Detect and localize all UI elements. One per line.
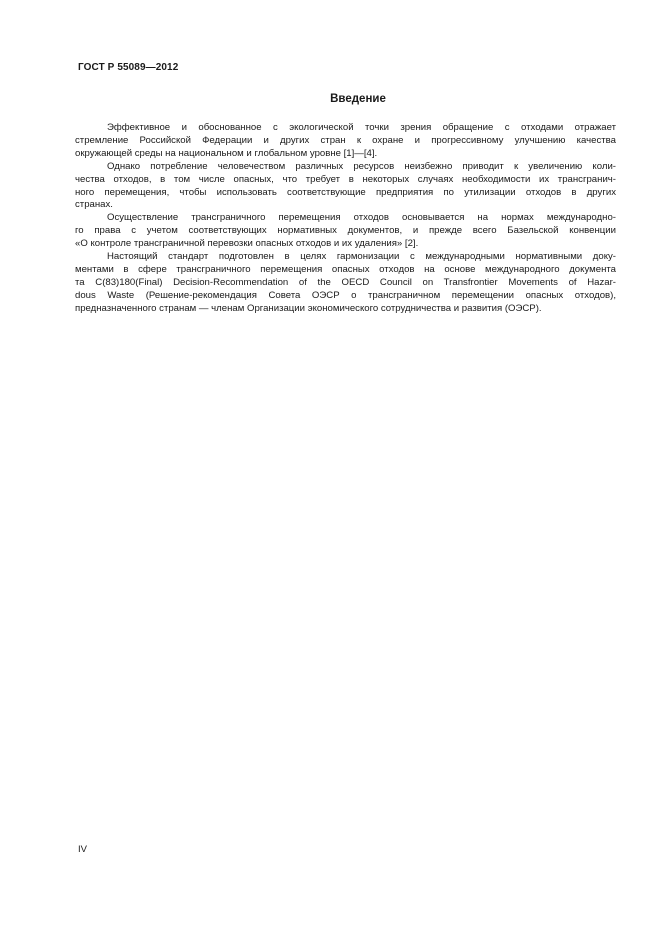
text-line: dous Waste (Решение-рекомендация Совета ОЭСР о трансграничном перемещении опасных отходов), xyxy=(75,289,616,301)
paragraph-4 xyxy=(75,251,616,316)
page-number: IV xyxy=(78,844,87,855)
text-line: чества отходов, в том числе опасных, что требует в некоторых случаях необходимости их трансгранич- xyxy=(75,173,616,185)
text-line: та C(83)180(Final) Decision-Recommendation of the OECD Council on Transfrontier Movements of Hazar- xyxy=(75,276,616,288)
document-header: ГОСТ Р 55089—2012 xyxy=(78,62,179,73)
text-line: го права с учетом соответствующих нормативных документов, и прежде всего Базельской конвенции xyxy=(75,225,616,237)
text-line: Осуществление трансграничного перемещения отходов основывается на нормах международно- xyxy=(107,212,616,224)
paragraph-2 xyxy=(75,161,616,213)
paragraph-1 xyxy=(75,122,616,161)
body-text xyxy=(75,122,616,316)
text-line: ного перемещения, чтобы использовать соответствующие предприятия по утилизации отходов в других xyxy=(75,186,616,198)
text-line: предназначенного странам — членам Организации экономического сотрудничества и развития (ОЭСР). xyxy=(75,302,542,314)
text-line: странах. xyxy=(75,199,113,211)
text-line: ментами в сфере трансграничного перемещения опасных отходов на основе международного документа xyxy=(75,263,616,275)
text-line: «О контроле трансграничной перевозки опасных отходов и их удаления» [2]. xyxy=(75,238,419,250)
paragraph-3 xyxy=(75,212,616,251)
text-line: стремление Российской Федерации и других стран к охране и прогрессивному улучшению качества xyxy=(75,134,616,146)
text-line: Эффективное и обоснованное с экологической точки зрения обращение с отходами отражает xyxy=(107,122,616,133)
text-line: окружающей среды на национальном и глобальном уровне [1]—[4]. xyxy=(75,147,378,159)
text-line: Однако потребление человечеством различных ресурсов неизбежно приводит к увеличению коли- xyxy=(107,160,616,172)
section-title: Введение xyxy=(330,93,386,105)
text-line: Настоящий стандарт подготовлен в целях гармонизации с международными нормативными доку- xyxy=(107,251,616,263)
